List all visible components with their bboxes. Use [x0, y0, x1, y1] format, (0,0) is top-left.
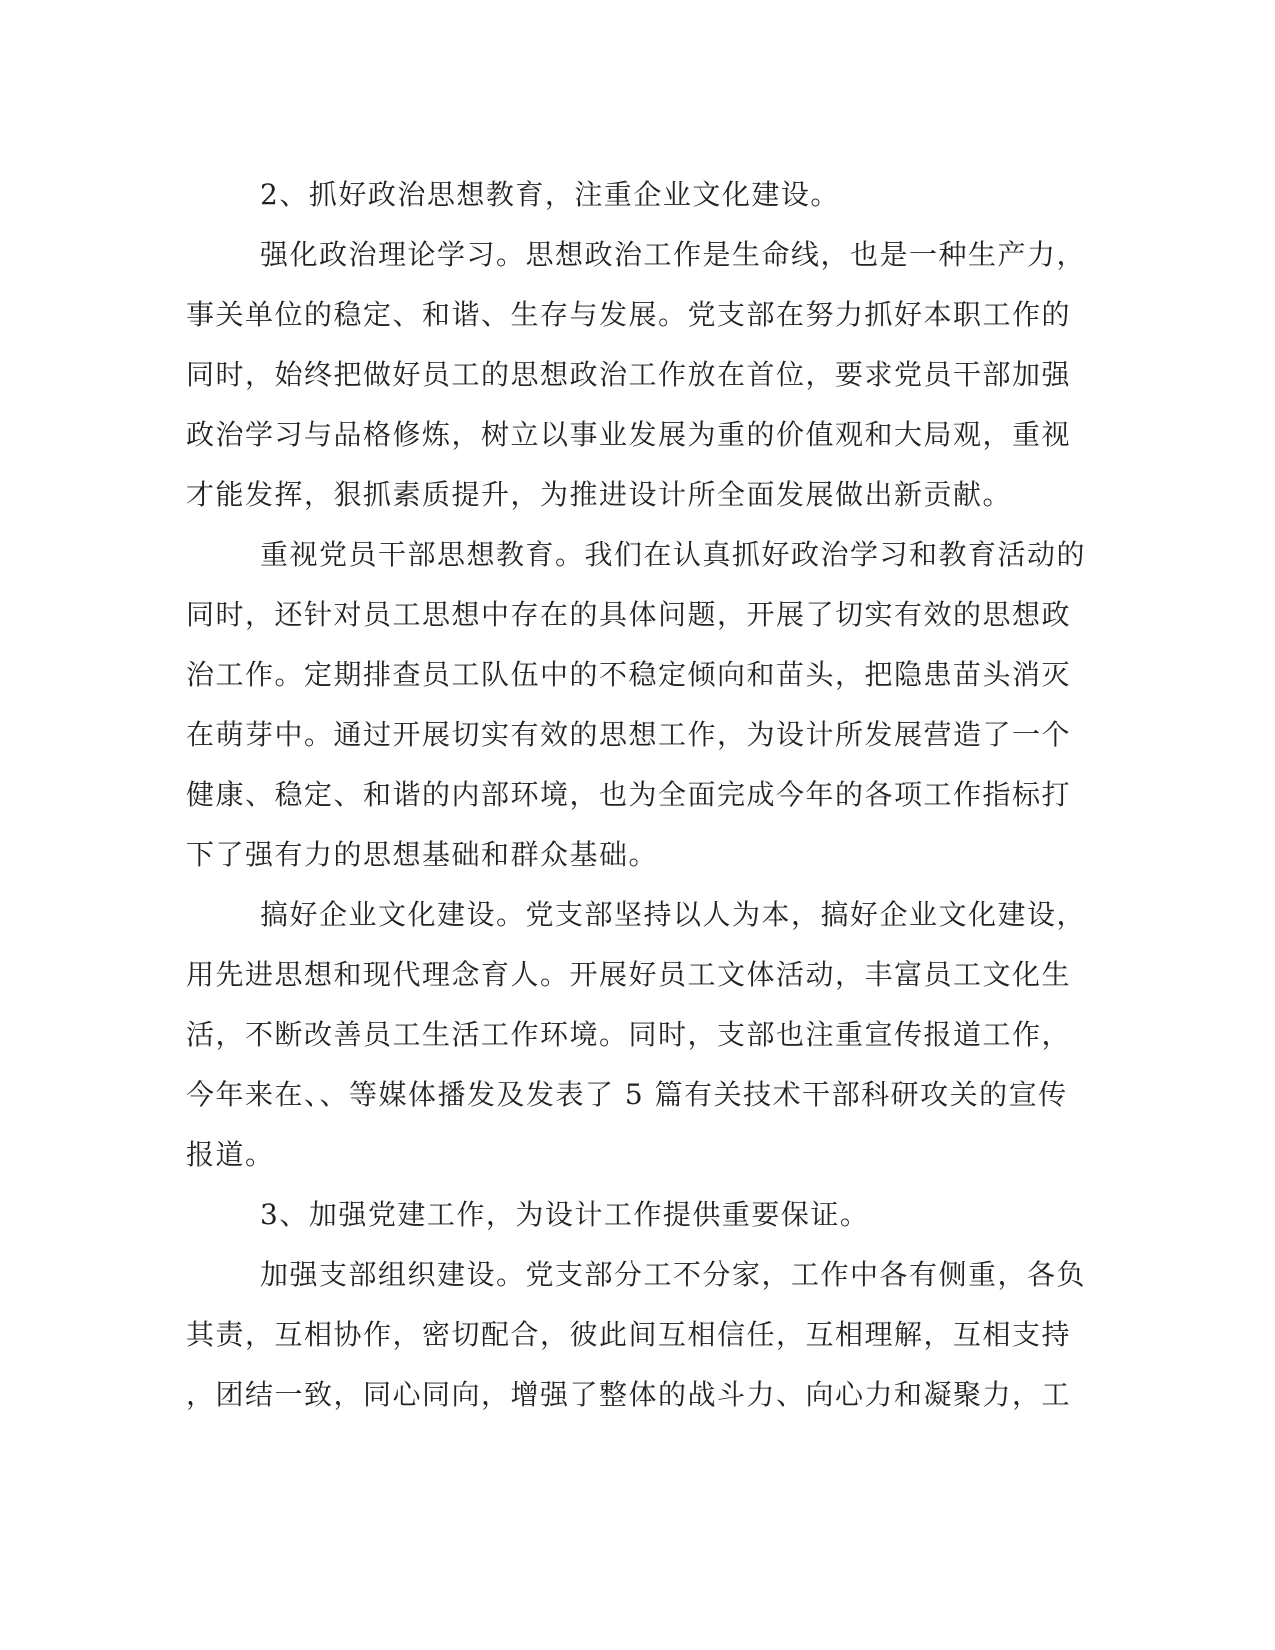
- paragraph-line: 报道。: [186, 1138, 275, 1171]
- section-heading: 3、加强党建工作，为设计工作提供重要保证。: [260, 1198, 870, 1231]
- paragraph-line: 同时，还针对员工思想中存在的具体问题，开展了切实有效的思想政: [186, 598, 1072, 631]
- paragraph-line: 下了强有力的思想基础和群众基础。: [186, 838, 659, 871]
- paragraph-line: 搞好企业文化建设。党支部坚持以人为本，搞好企业文化建设，: [260, 898, 1087, 931]
- paragraph-line: 在萌芽中。通过开展切实有效的思想工作，为设计所发展营造了一个: [186, 718, 1072, 751]
- paragraph-line: 治工作。定期排查员工队伍中的不稳定倾向和苗头，把隐患苗头消灭: [186, 658, 1072, 691]
- paragraph-line: 政治学习与品格修炼，树立以事业发展为重的价值观和大局观，重视: [186, 418, 1072, 451]
- paragraph-line: 用先进思想和现代理念育人。开展好员工文体活动，丰富员工文化生: [186, 958, 1072, 991]
- paragraph-line: 重视党员干部思想教育。我们在认真抓好政治学习和教育活动的: [260, 538, 1087, 571]
- paragraph-line: 才能发挥，狠抓素质提升，为推进设计所全面发展做出新贡献。: [186, 478, 1013, 511]
- paragraph-line: 活，不断改善员工生活工作环境。同时，支部也注重宣传报道工作，: [186, 1018, 1072, 1051]
- paragraph-line: 加强支部组织建设。党支部分工不分家，工作中各有侧重，各负: [260, 1258, 1087, 1291]
- paragraph-line: 健康、稳定、和谐的内部环境，也为全面完成今年的各项工作指标打: [186, 778, 1072, 811]
- paragraph-line: 其责，互相协作，密切配合，彼此间互相信任，互相理解，互相支持: [186, 1318, 1072, 1351]
- paragraph-line: 强化政治理论学习。思想政治工作是生命线，也是一种生产力，: [260, 238, 1087, 271]
- paragraph-line: ，团结一致，同心同向，增强了整体的战斗力、向心力和凝聚力，工: [186, 1378, 1072, 1411]
- section-heading: 2、抓好政治思想教育，注重企业文化建设。: [260, 178, 840, 211]
- paragraph-line: 今年来在、、等媒体播发及发表了 5 篇有关技术干部科研攻关的宣传: [186, 1078, 1068, 1111]
- paragraph-line: 同时，始终把做好员工的思想政治工作放在首位，要求党员干部加强: [186, 358, 1072, 391]
- document-body: [186, 165, 1087, 1425]
- paragraph-line: 事关单位的稳定、和谐、生存与发展。党支部在努力抓好本职工作的: [186, 298, 1072, 331]
